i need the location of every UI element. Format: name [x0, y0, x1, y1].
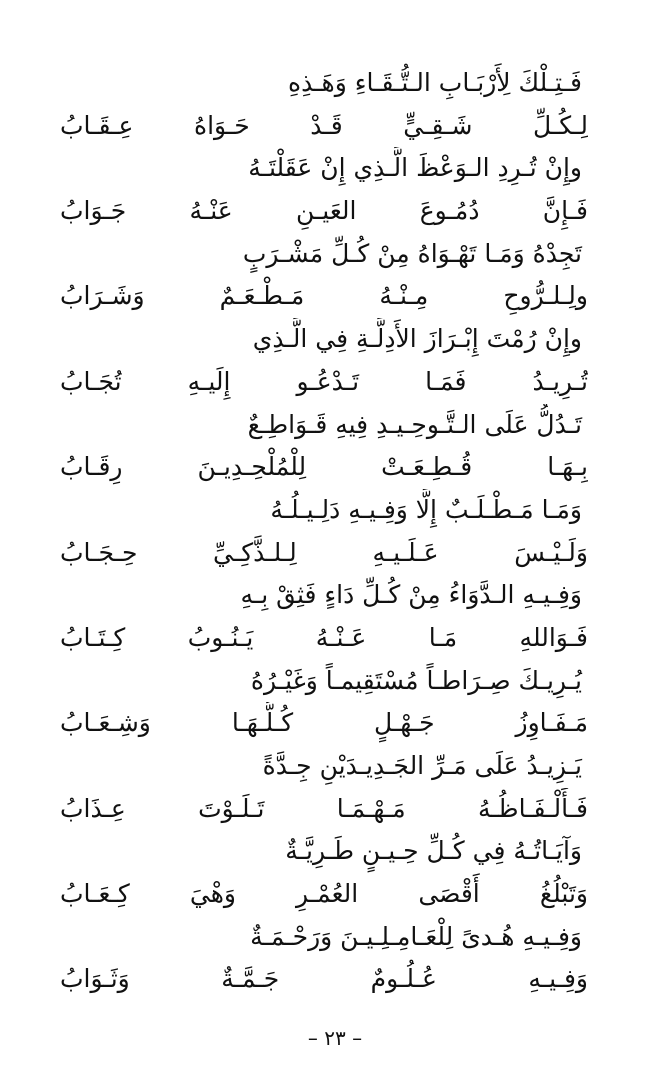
verse-line-19: وَآيَـاتُـهُ فِي كُـلِّ حِـيـنٍ طَـرِيَّـةٌ [285, 836, 582, 866]
verse-line-1: فَـتِـلْكَ لِأَرْبَـابِ الـتُّـقَـاءِ وَهَـذِهِ [288, 68, 582, 97]
verse-line-12: وَلَـيْـسَ عَـلَـيـهِ لِـلـذَّكِـيِّ حِـجَـابُ [60, 537, 588, 567]
verse-line-5: تَجِدْهُ وَمَـا تَهْـوَاهُ مِنْ كُـلِّ مَشْـرَبٍ [242, 238, 582, 268]
verse-line-18: فَـأَلْـفَـاظُـهُ مَـهْـمَـا تَـلَـوْتَ عِـذَابُ [60, 793, 588, 823]
page-number: – ٢٣ – [307, 1026, 363, 1050]
verse-line-13: وَفِـيـهِ الـدَّوَاءُ مِنْ كُـلِّ دَاءٍ فَثِقْ بِـهِ [240, 580, 582, 610]
verse-line-7: وإِنْ رُمْتَ إِبْـرَازَ الأَدِلَّـةِ فِي الَّـذِي [252, 324, 582, 354]
verse-line-11: وَمَـا مَـطْـلَـبٌ إِلَّا وَفِـيـهِ دَلِـيـلُـهُ [270, 494, 582, 524]
verse-line-22: وَفِـيـهِ عُـلُـومٌ جَـمَّـةٌ وَثَـوَابُ [60, 964, 588, 994]
verse-line-15: يُـرِيـكَ صِـرَاطـاً مُسْتَقِيمـاً وَغَيْـرُهُ [250, 665, 582, 695]
poem-text [60, 62, 588, 1001]
verse-line-20: وَتَبْلُغُ أَقْصَى العُمْـرِ وَهْيَ كِـعَـابُ [60, 879, 588, 909]
verse-line-4: فَـإِنَّ دُمُـوعَ العَيـنِ عَنْـهُ جَـوَابُ [60, 196, 588, 226]
verse-line-10: بِـهَـا قُـطِـعَـتْ لِلْمُلْحِـدِيـنَ رِقَـابُ [60, 452, 588, 482]
verse-line-16: مَـفَـاوِزُ جَـهْـلٍ كُـلُّـهَـا وَشِـعَـابُ [60, 708, 588, 738]
verse-line-17: يَـزِيـدُ عَلَى مَـرِّ الجَـدِيـدَيْنِ جِـدَّةً [262, 751, 582, 780]
verse-line-8: تُـرِيـدُ فَمَـا تَـدْعُـو إِلَيـهِ تُجَـابُ [60, 366, 588, 396]
verse-line-2: لِـكُـلِّ شَـقِـيٍّ قَـدْ حَـوَاهُ عِـقَـابُ [60, 110, 588, 140]
verse-line-21: وَفِـيـهِ هُـدىً لِلْعَـامِـلِـيـنَ وَرَحْـمَـةٌ [250, 921, 582, 951]
verse-line-3: وإِنْ تُـرِدِ الـوَعْظَ الَّـذِي إِنْ عَقَلْتَـهُ [248, 153, 582, 183]
verse-line-6: ولِـلـرُّوحِ مِـنْـهُ مَـطْـعَـمٌ وَشَـرَابُ [60, 281, 588, 311]
verse-line-9: تَـدُلُّ عَلَى الـتَّـوحِـيـدِ فِيهِ قَـوَاطِـعٌ [247, 409, 582, 439]
verse-line-14: فَـوَاللهِ مَـا عَـنْـهُ يَـنُـوبُ كِـتَـابُ [60, 622, 588, 652]
